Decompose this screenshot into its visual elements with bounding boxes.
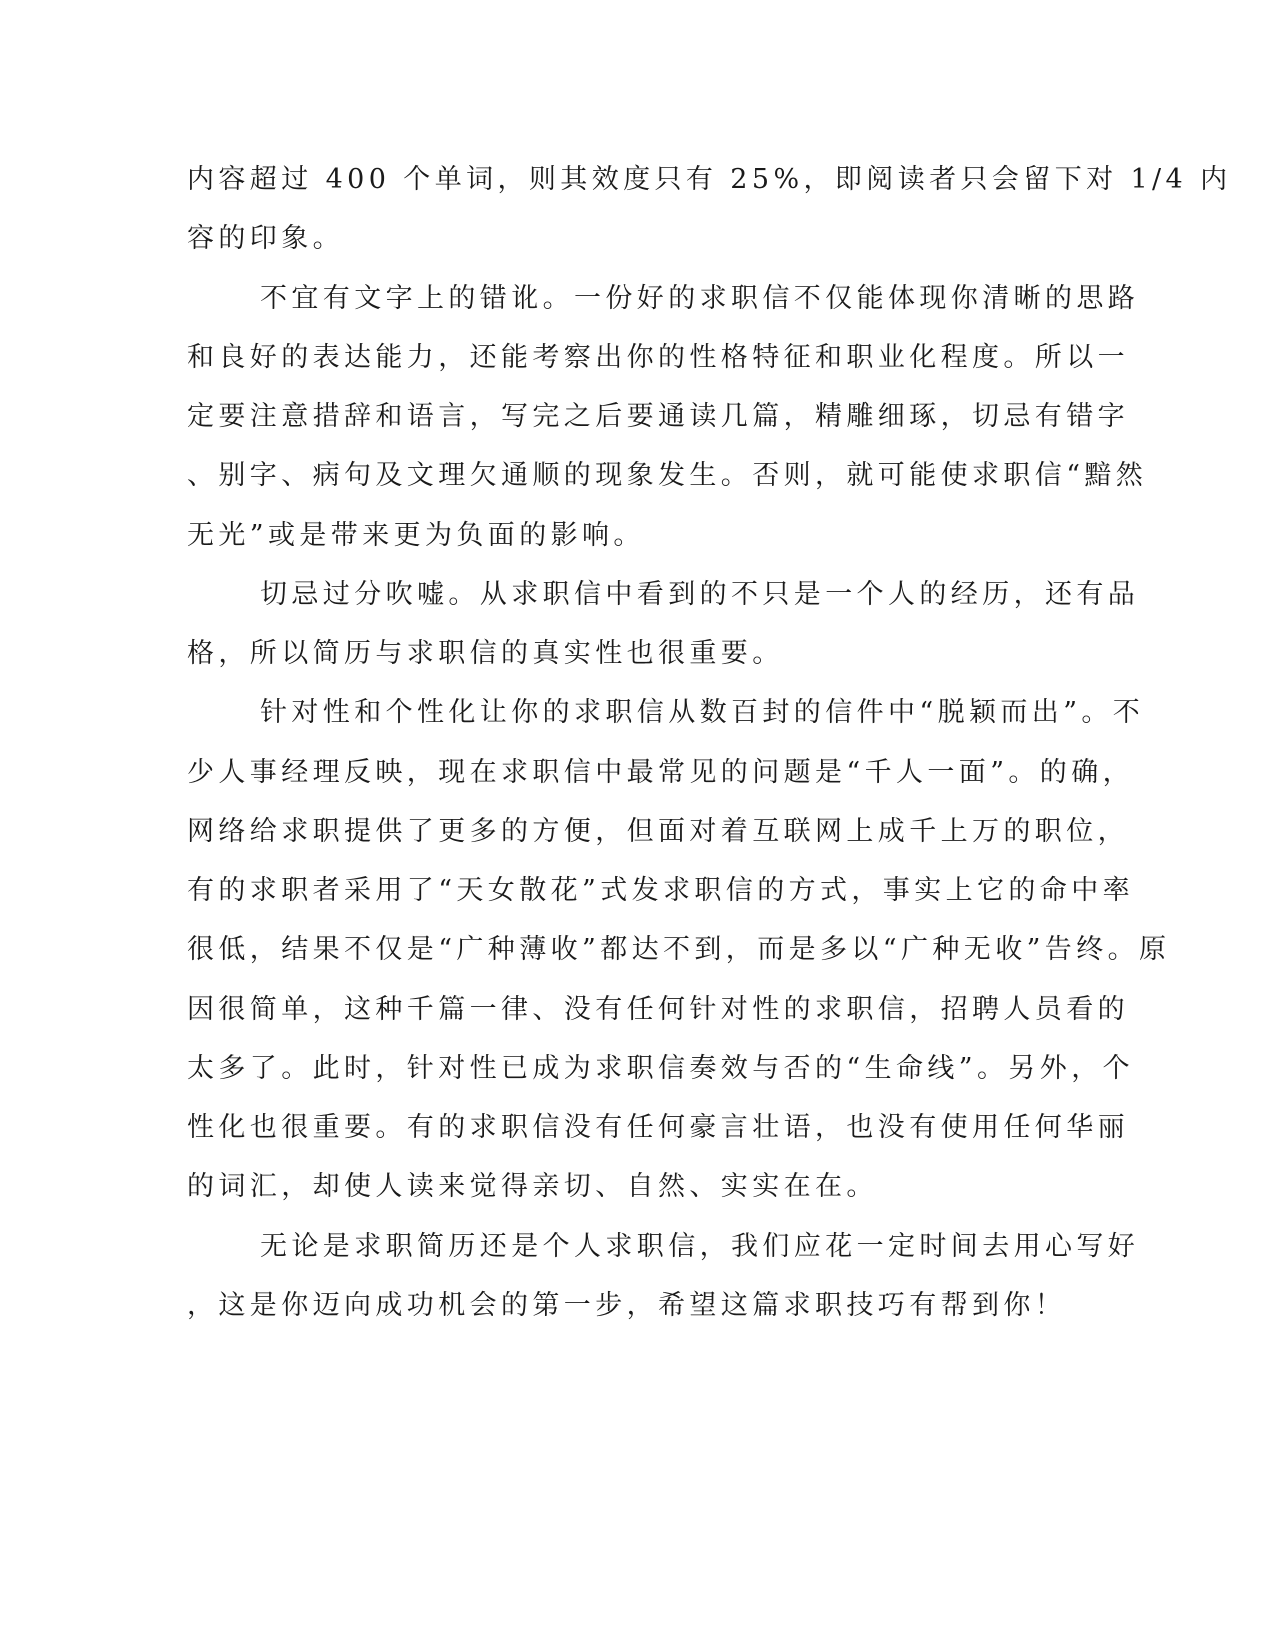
text-line: 有的求职者采用了“天女散花”式发求职信的方式，事实上它的命中率	[187, 875, 1135, 906]
text-line: 的词汇，却使人读来觉得亲切、自然、实实在在。	[187, 1171, 878, 1202]
text-line: 内容超过 400 个单词，则其效度只有 25%，即阅读者只会留下对 1/4 内	[187, 164, 1232, 195]
text-line: 定要注意措辞和语言，写完之后要通读几篇，精雕细琢，切忌有错字	[187, 401, 1129, 432]
text-line: 网络给求职提供了更多的方便，但面对着互联网上成千上万的职位，	[187, 816, 1129, 847]
text-line: 因很简单，这种千篇一律、没有任何针对性的求职信，招聘人员看的	[187, 994, 1129, 1025]
text-line: 太多了。此时，针对性已成为求职信奏效与否的“生命线”。另外，个	[187, 1053, 1135, 1084]
paragraph-start-line: 切忌过分吹嘘。从求职信中看到的不只是一个人的经历，还有品	[260, 579, 1140, 610]
paragraph-start-line: 针对性和个性化让你的求职信从数百封的信件中“脱颖而出”。不	[260, 697, 1145, 728]
text-line: 少人事经理反映，现在求职信中最常见的问题是“千人一面”。的确，	[187, 757, 1135, 788]
text-line: 容的印象。	[187, 223, 344, 254]
text-line: 很低，结果不仅是“广种薄收”都达不到，而是多以“广种无收”告终。原	[187, 934, 1171, 965]
text-line: 格，所以简历与求职信的真实性也很重要。	[187, 638, 784, 669]
text-line: 无光”或是带来更为负面的影响。	[187, 520, 645, 551]
paragraph-start-line: 不宜有文字上的错讹。一份好的求职信不仅能体现你清晰的思路	[260, 283, 1140, 314]
text-line: ，这是你迈向成功机会的第一步，希望这篇求职技巧有帮到你！	[187, 1290, 1067, 1321]
text-line: 性化也很重要。有的求职信没有任何豪言壮语，也没有使用任何华丽	[187, 1112, 1129, 1143]
text-line: 、别字、病句及文理欠通顺的现象发生。否则，就可能使求职信“黯然	[187, 460, 1148, 491]
text-line: 和良好的表达能力，还能考察出你的性格特征和职业化程度。所以一	[187, 342, 1129, 373]
paragraph-start-line: 无论是求职简历还是个人求职信，我们应花一定时间去用心写好	[260, 1231, 1140, 1262]
